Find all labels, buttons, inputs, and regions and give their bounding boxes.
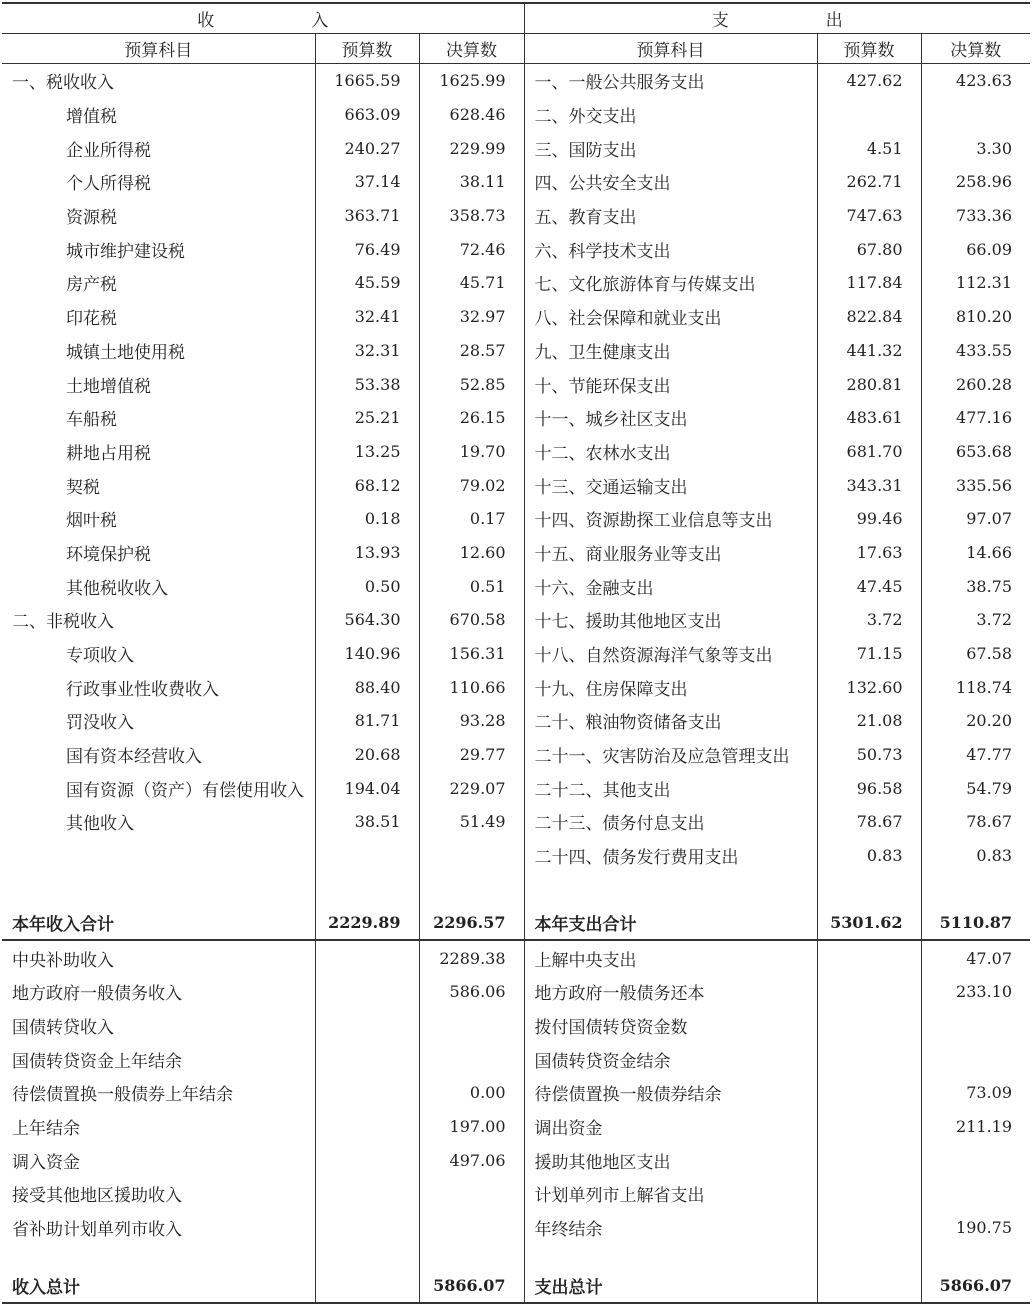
expense-budget: 427.62 [817,64,921,98]
income-budget: 13.93 [315,536,419,570]
income-budget [315,1177,419,1211]
income-item: 一、税收收入 [12,73,114,94]
expense-budget: 132.60 [817,670,921,704]
income-final: 26.15 [419,401,524,435]
empty-cell [817,873,921,906]
income-budget [315,1076,419,1110]
expense-budget [817,1076,921,1110]
income-item: 烟叶税 [66,511,117,532]
expense-budget: 21.08 [817,704,921,738]
income-item: 土地增值税 [66,376,151,397]
empty-cell [817,1244,921,1268]
table-row [2,704,1030,738]
income-item [2,839,315,873]
income-item: 国有资本经营收入 [66,747,202,768]
expense-item: 二十二、其他支出 [524,771,817,805]
expense-budget: 0.83 [817,839,921,873]
expense-final: 810.20 [921,300,1030,334]
income-item-header: 预算科目 [2,34,315,64]
income-item: 罚没收入 [66,713,134,734]
expense-final: 38.75 [921,569,1030,603]
income-budget [315,975,419,1009]
income-final: 670.58 [419,603,524,637]
income-item: 二、非税收入 [12,612,114,633]
income-final: 1625.99 [419,64,524,98]
expense-final: 78.67 [921,805,1030,839]
income-final [419,1177,524,1211]
expense-final: 260.28 [921,367,1030,401]
expense-final [921,98,1030,132]
expense-item: 十四、资源勘探工业信息等支出 [524,502,817,536]
income-budget [315,1042,419,1076]
income-item: 待偿债置换一般债券上年结余 [12,1085,233,1106]
income-budget: 45.59 [315,266,419,300]
expense-item: 三、国防支出 [524,131,817,165]
budget-table-container [2,2,1030,1304]
empty-cell [315,873,419,906]
empty-cell [419,1244,524,1268]
expense-item: 十三、交通运输支出 [524,468,817,502]
income-final: 51.49 [419,805,524,839]
expense-item: 计划单列市上解省支出 [524,1177,817,1211]
income-item: 环境保护税 [66,544,151,565]
income-budget: 13.25 [315,435,419,469]
income-budget: 194.04 [315,771,419,805]
expense-budget: 71.15 [817,637,921,671]
expense-final: 14.66 [921,536,1030,570]
income-subtotal-final: 2296.57 [419,906,524,941]
expense-item: 调出资金 [524,1110,817,1144]
expense-item: 十七、援助其他地区支出 [524,603,817,637]
expense-item: 二十三、债务付息支出 [524,805,817,839]
expense-section-header: 支 出 [524,3,1030,34]
transfer-row [2,1009,1030,1043]
table-row [2,603,1030,637]
income-budget-header: 预算数 [315,34,419,64]
income-item: 中央补助收入 [12,950,114,971]
expense-budget [817,975,921,1009]
table-row [2,334,1030,368]
income-final [419,1042,524,1076]
income-budget [315,1110,419,1144]
subtotal-row [2,906,1030,941]
income-item: 个人所得税 [66,174,151,195]
table-row [2,165,1030,199]
income-final: 497.06 [419,1143,524,1177]
transfer-row [2,940,1030,975]
transfer-row [2,1042,1030,1076]
expense-final: 118.74 [921,670,1030,704]
income-final: 38.11 [419,165,524,199]
income-item: 行政事业性收费收入 [66,679,219,700]
income-item: 增值税 [66,107,117,128]
expense-budget: 99.46 [817,502,921,536]
expense-final [921,1177,1030,1211]
table-row [2,367,1030,401]
empty-cell [2,1244,315,1268]
empty-cell [315,1244,419,1268]
table-row [2,805,1030,839]
income-budget: 32.41 [315,300,419,334]
table-row [2,468,1030,502]
income-subtotal-budget: 2229.89 [315,906,419,941]
expense-item: 待偿债置换一般债券结余 [524,1076,817,1110]
income-final: 0.51 [419,569,524,603]
income-budget [315,839,419,873]
expense-final: 47.07 [921,940,1030,975]
expense-item: 国债转贷资金结余 [524,1042,817,1076]
expense-final: 433.55 [921,334,1030,368]
expense-budget [817,1177,921,1211]
expense-budget: 343.31 [817,468,921,502]
income-item: 其他收入 [66,814,134,835]
income-total-final: 5866.07 [419,1268,524,1303]
expense-item: 二十、粮油物资储备支出 [524,704,817,738]
income-budget: 0.50 [315,569,419,603]
expense-final: 47.77 [921,738,1030,772]
income-item: 国有资源（资产）有偿使用收入 [66,780,304,801]
expense-item: 十二、农林水支出 [524,435,817,469]
table-row [2,536,1030,570]
income-subtotal-label: 本年收入合计 [2,906,315,941]
transfer-row [2,1211,1030,1245]
income-final: 0.17 [419,502,524,536]
section-header-row [2,3,1030,34]
expense-subtotal-final: 5110.87 [921,906,1030,941]
expense-budget: 78.67 [817,805,921,839]
income-budget: 38.51 [315,805,419,839]
expense-item: 地方政府一般债务还本 [524,975,817,1009]
income-item: 企业所得税 [66,140,151,161]
income-item: 房产税 [66,275,117,296]
expense-budget [817,1042,921,1076]
expense-item: 年终结余 [524,1211,817,1245]
expense-item: 九、卫生健康支出 [524,334,817,368]
transfer-row [2,1143,1030,1177]
table-row [2,435,1030,469]
empty-cell [921,873,1030,906]
table-row [2,637,1030,671]
income-item: 其他税收收入 [66,578,168,599]
expense-item: 五、教育支出 [524,199,817,233]
expense-total-final: 5866.07 [921,1268,1030,1303]
income-final: 45.71 [419,266,524,300]
spacer-row [2,1244,1030,1268]
income-item: 国债转贷收入 [12,1017,114,1038]
income-final: 110.66 [419,670,524,704]
income-budget: 240.27 [315,131,419,165]
expense-item: 一、一般公共服务支出 [524,64,817,98]
income-final: 0.00 [419,1076,524,1110]
income-budget: 88.40 [315,670,419,704]
expense-budget: 483.61 [817,401,921,435]
income-final: 358.73 [419,199,524,233]
expense-total-label: 支出总计 [524,1268,817,1303]
table-row [2,569,1030,603]
expense-final: 67.58 [921,637,1030,671]
income-final: 32.97 [419,300,524,334]
expense-final: 211.19 [921,1110,1030,1144]
empty-cell [2,873,315,906]
expense-item: 十一、城乡社区支出 [524,401,817,435]
income-final: 19.70 [419,435,524,469]
expense-item: 二、外交支出 [524,98,817,132]
income-item: 城镇土地使用税 [66,342,185,363]
income-total-label: 收入总计 [2,1268,315,1303]
income-final: 229.07 [419,771,524,805]
expense-budget-header: 预算数 [817,34,921,64]
income-final: 2289.38 [419,940,524,975]
income-final: 229.99 [419,131,524,165]
empty-cell [524,873,817,906]
expense-final [921,1143,1030,1177]
empty-cell [524,1244,817,1268]
income-total-budget [315,1268,419,1303]
expense-budget: 67.80 [817,232,921,266]
income-budget: 37.14 [315,165,419,199]
income-final: 12.60 [419,536,524,570]
income-budget: 0.18 [315,502,419,536]
income-final: 628.46 [419,98,524,132]
expense-final: 54.79 [921,771,1030,805]
income-final: 79.02 [419,468,524,502]
expense-budget: 822.84 [817,300,921,334]
expense-final: 112.31 [921,266,1030,300]
income-final: 29.77 [419,738,524,772]
income-budget: 663.09 [315,98,419,132]
expense-budget [817,98,921,132]
table-row [2,232,1030,266]
expense-budget [817,1211,921,1245]
income-final: 52.85 [419,367,524,401]
expense-budget [817,1143,921,1177]
table-row [2,131,1030,165]
expense-item: 上解中央支出 [524,940,817,975]
expense-item: 援助其他地区支出 [524,1143,817,1177]
income-item: 国债转贷资金上年结余 [12,1051,182,1072]
grand-total-row [2,1268,1030,1303]
income-budget [315,940,419,975]
expense-final [921,1009,1030,1043]
table-row [2,300,1030,334]
expense-item: 六、科学技术支出 [524,232,817,266]
income-item: 上年结余 [12,1118,80,1139]
income-budget: 32.31 [315,334,419,368]
income-budget [315,1143,419,1177]
income-item: 契税 [66,477,100,498]
income-final: 28.57 [419,334,524,368]
column-header-row [2,34,1030,64]
transfer-row [2,1177,1030,1211]
expense-item: 十、节能环保支出 [524,367,817,401]
income-item: 印花税 [66,309,117,330]
table-row [2,64,1030,98]
expense-item: 四、公共安全支出 [524,165,817,199]
transfer-row [2,1110,1030,1144]
expense-final: 733.36 [921,199,1030,233]
expense-item: 二十一、灾害防治及应急管理支出 [524,738,817,772]
table-row [2,98,1030,132]
expense-final: 190.75 [921,1211,1030,1245]
table-row [2,502,1030,536]
empty-cell [419,873,524,906]
expense-budget: 47.45 [817,569,921,603]
table-row [2,738,1030,772]
income-budget [315,1009,419,1043]
income-budget: 81.71 [315,704,419,738]
income-budget: 25.21 [315,401,419,435]
income-item: 专项收入 [66,646,134,667]
expense-item: 十八、自然资源海洋气象等支出 [524,637,817,671]
expense-budget [817,1110,921,1144]
income-final: 197.00 [419,1110,524,1144]
budget-table [2,2,1030,1304]
expense-budget: 262.71 [817,165,921,199]
income-budget: 68.12 [315,468,419,502]
income-final-header: 决算数 [419,34,524,64]
table-row [2,199,1030,233]
expense-final: 258.96 [921,165,1030,199]
income-item: 地方政府一般债务收入 [12,984,182,1005]
income-item: 车船税 [66,410,117,431]
expense-subtotal-budget: 5301.62 [817,906,921,941]
expense-final: 653.68 [921,435,1030,469]
expense-budget: 17.63 [817,536,921,570]
income-budget: 564.30 [315,603,419,637]
expense-final: 97.07 [921,502,1030,536]
expense-final: 3.72 [921,603,1030,637]
income-item: 调入资金 [12,1152,80,1173]
expense-final: 423.63 [921,64,1030,98]
income-section-header: 收 入 [2,3,524,34]
expense-final: 20.20 [921,704,1030,738]
expense-item: 十六、金融支出 [524,569,817,603]
expense-budget: 747.63 [817,199,921,233]
expense-final: 66.09 [921,232,1030,266]
expense-budget: 681.70 [817,435,921,469]
income-final: 93.28 [419,704,524,738]
income-final [419,839,524,873]
income-item: 省补助计划单列市收入 [12,1220,182,1241]
expense-item: 十五、商业服务业等支出 [524,536,817,570]
expense-budget: 117.84 [817,266,921,300]
expense-budget: 50.73 [817,738,921,772]
table-row [2,670,1030,704]
expense-item: 八、社会保障和就业支出 [524,300,817,334]
income-item: 城市维护建设税 [66,241,185,262]
empty-cell [921,1244,1030,1268]
expense-item: 七、文化旅游体育与传媒支出 [524,266,817,300]
transfer-row [2,975,1030,1009]
income-budget: 53.38 [315,367,419,401]
income-final: 72.46 [419,232,524,266]
expense-budget: 4.51 [817,131,921,165]
income-final [419,1211,524,1245]
income-item: 接受其他地区援助收入 [12,1186,182,1207]
table-row [2,401,1030,435]
income-final [419,1009,524,1043]
expense-subtotal-label: 本年支出合计 [524,906,817,941]
expense-budget: 96.58 [817,771,921,805]
spacer-row [2,873,1030,906]
expense-final: 477.16 [921,401,1030,435]
income-budget: 363.71 [315,199,419,233]
expense-budget [817,940,921,975]
expense-item-header: 预算科目 [524,34,817,64]
expense-final: 0.83 [921,839,1030,873]
income-budget [315,1211,419,1245]
expense-budget: 280.81 [817,367,921,401]
expense-final: 335.56 [921,468,1030,502]
income-budget: 76.49 [315,232,419,266]
expense-final [921,1042,1030,1076]
expense-budget: 441.32 [817,334,921,368]
income-final: 586.06 [419,975,524,1009]
expense-final: 233.10 [921,975,1030,1009]
expense-item: 二十四、债务发行费用支出 [524,839,817,873]
transfer-row [2,1076,1030,1110]
income-item: 耕地占用税 [66,443,151,464]
table-row [2,266,1030,300]
expense-final: 73.09 [921,1076,1030,1110]
expense-final: 3.30 [921,131,1030,165]
expense-budget: 3.72 [817,603,921,637]
income-budget: 140.96 [315,637,419,671]
expense-total-budget [817,1268,921,1303]
table-row [2,839,1030,873]
expense-item: 十九、住房保障支出 [524,670,817,704]
income-item: 资源税 [66,208,117,229]
income-final: 156.31 [419,637,524,671]
expense-final-header: 决算数 [921,34,1030,64]
income-budget: 20.68 [315,738,419,772]
expense-item: 拨付国债转贷资金数 [524,1009,817,1043]
table-row [2,771,1030,805]
expense-budget [817,1009,921,1043]
income-budget: 1665.59 [315,64,419,98]
